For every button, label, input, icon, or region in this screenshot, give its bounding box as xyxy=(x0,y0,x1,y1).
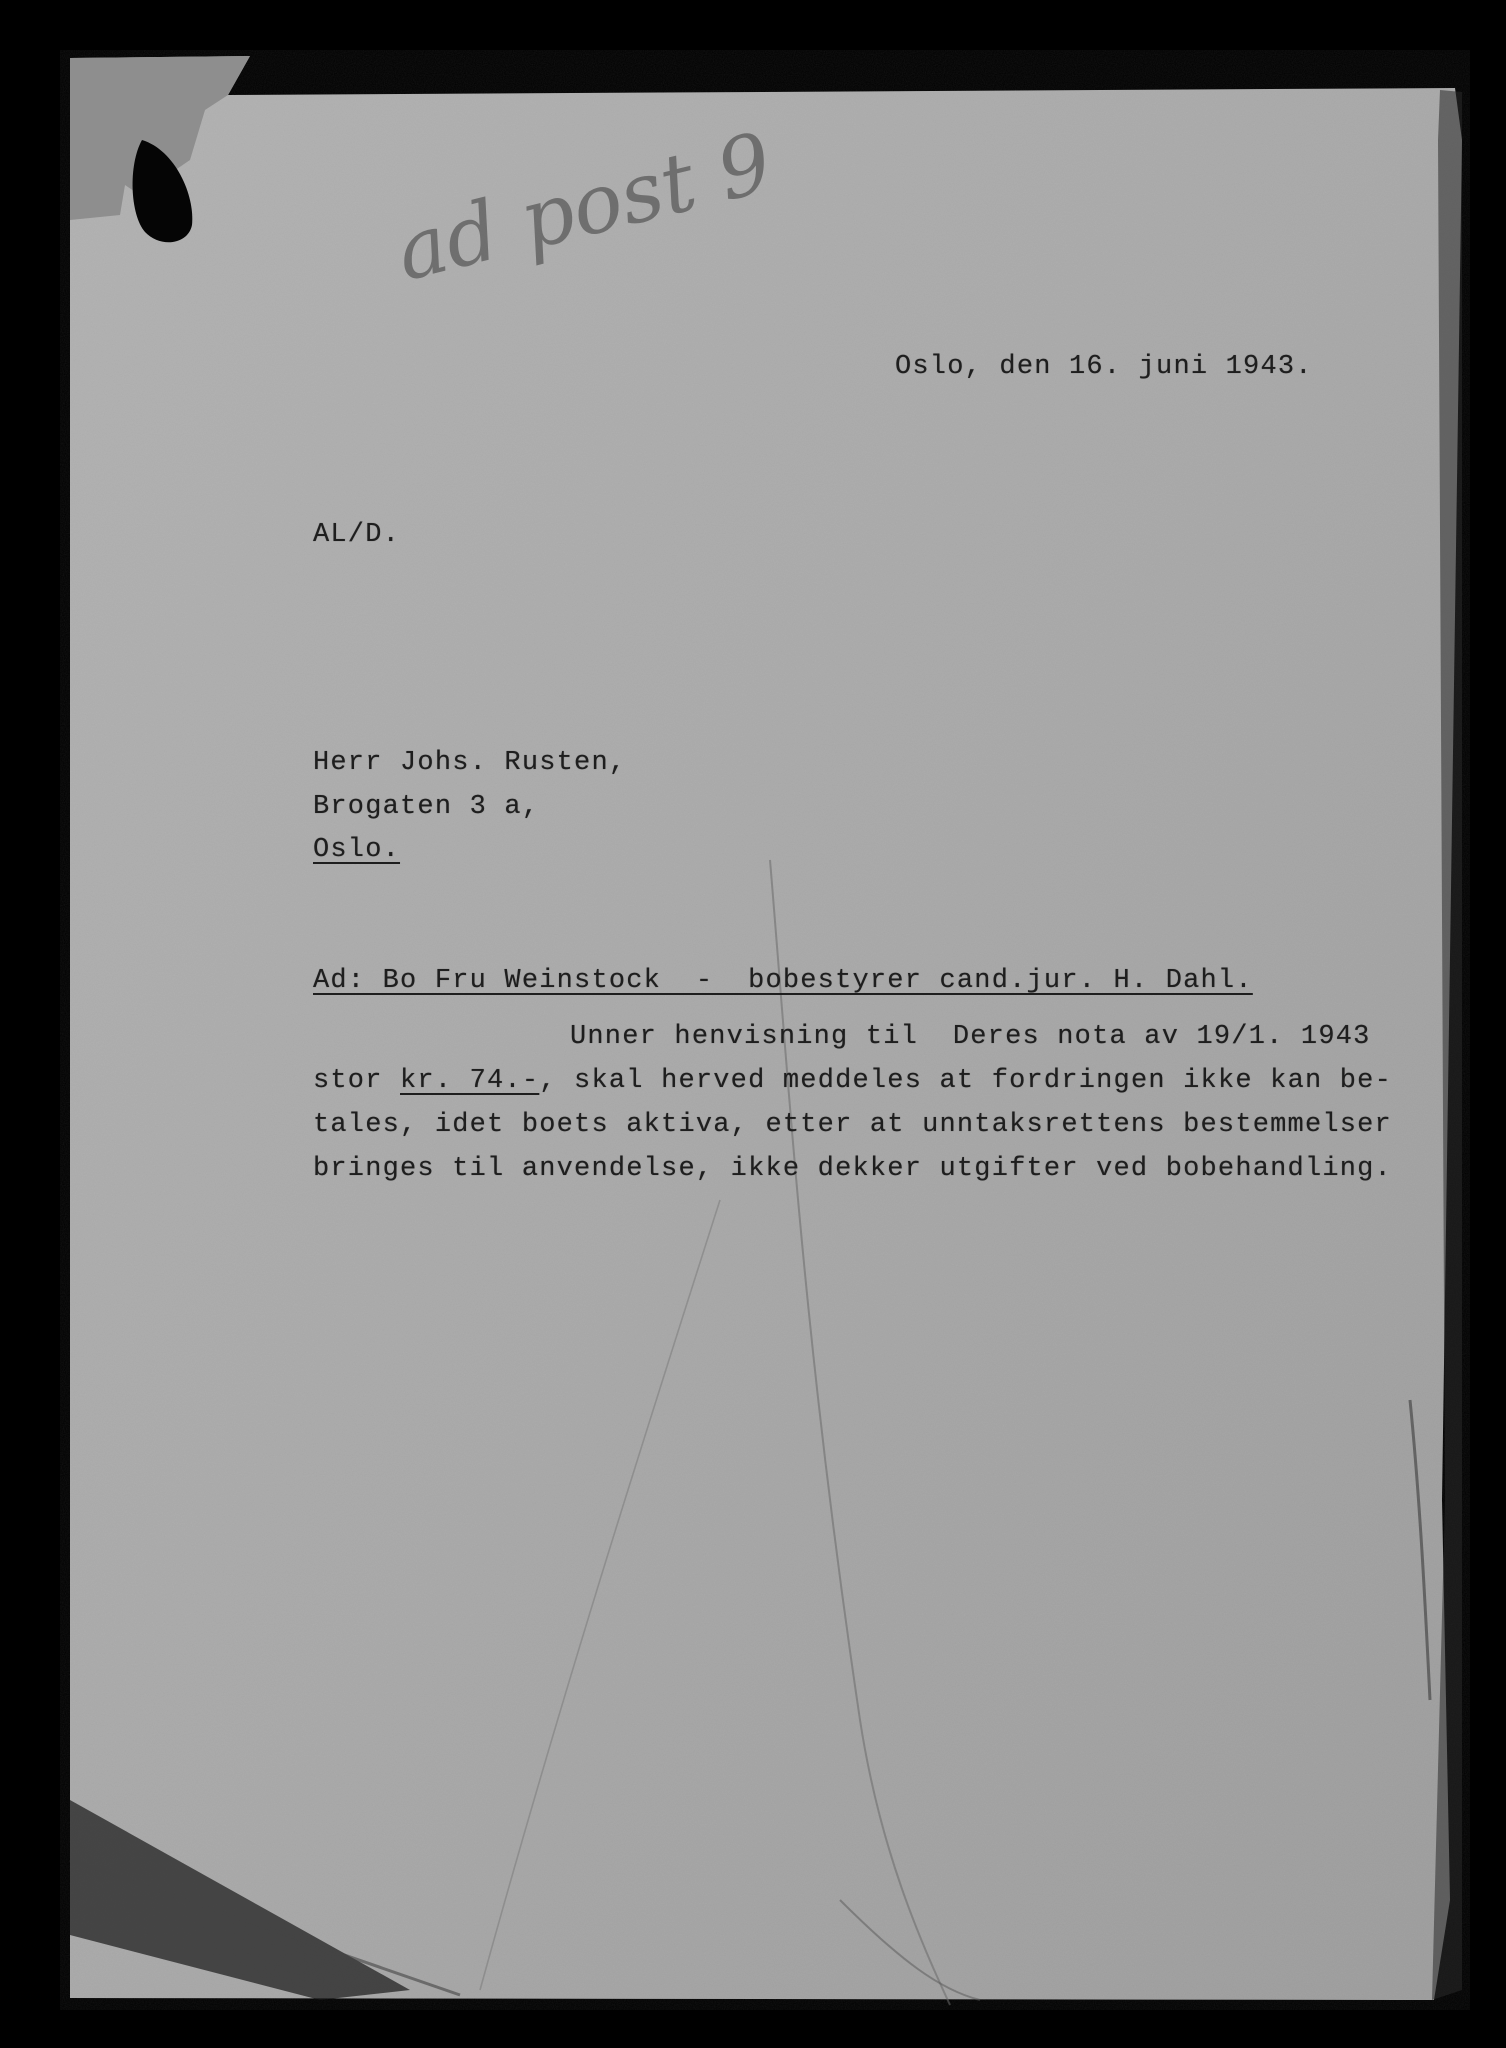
body-line-4: bringes til anvendelse, ikke dekker utgifter ved bobehandling. xyxy=(313,1154,1392,1184)
reference-code: AL/D. xyxy=(313,520,401,550)
recipient-city: Oslo. xyxy=(313,835,401,865)
body-line-1: Unner henvisning til Deres nota av 19/1. 1943 xyxy=(570,1022,1371,1052)
body-line-2 xyxy=(313,1066,1392,1096)
recipient-street: Brogaten 3 a, xyxy=(313,792,540,822)
body-line-2-prefix: stor xyxy=(313,1066,401,1096)
body-line-2-suffix: , skal herved meddeles at fordringen ikke kan be- xyxy=(539,1066,1392,1096)
subject-line: Ad: Bo Fru Weinstock - bobestyrer cand.jur. H. Dahl. xyxy=(313,966,1253,996)
body-line-3: tales, idet boets aktiva, etter at unntaksrettens bestemmelser xyxy=(313,1110,1392,1140)
date-line: Oslo, den 16. juni 1943. xyxy=(895,352,1313,382)
recipient-name: Herr Johs. Rusten, xyxy=(313,748,627,778)
handwritten-note: ad post 9 xyxy=(387,115,782,300)
amount: kr. 74.- xyxy=(400,1066,540,1096)
